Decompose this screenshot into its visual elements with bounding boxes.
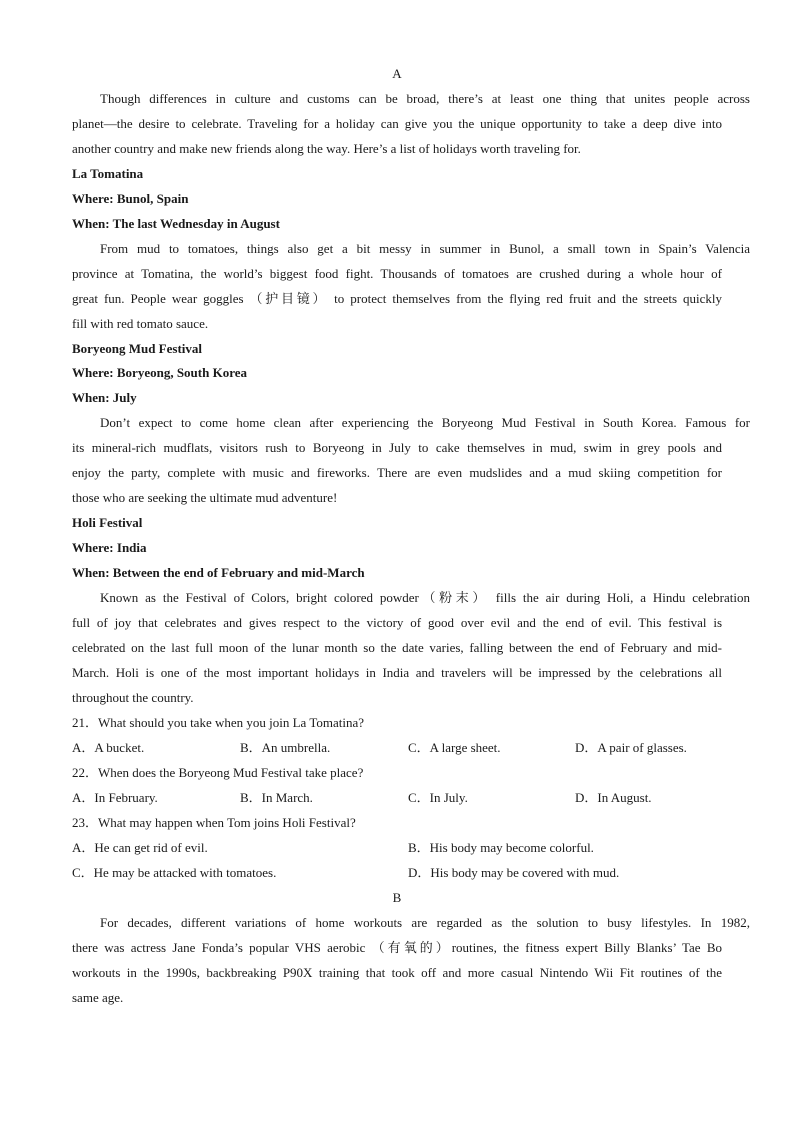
tomatina-body-4: fill with red tomato sauce. (72, 316, 209, 331)
boryeong-where: Where: Boryeong, South Korea (72, 365, 248, 380)
holi-title: Holi Festival (72, 515, 143, 530)
section-b-letter: B (392, 890, 402, 905)
question-22-option-a[interactable]: A．In February. (72, 790, 158, 805)
question-21-option-c[interactable]: C．A large sheet. (408, 740, 501, 755)
section-b-body-4: same age. (72, 990, 124, 1005)
question-22-option-d[interactable]: D．In August. (575, 790, 652, 805)
intro-line-1: Though differences in culture and customs can be broad, there’s at least one thing that unites people across (100, 91, 750, 106)
holi-body-5: throughout the country. (72, 690, 194, 705)
tomatina-when: When: The last Wednesday in August (72, 216, 280, 231)
holi-where: Where: India (72, 540, 147, 555)
question-23-option-a[interactable]: A．He can get rid of evil. (72, 840, 208, 855)
question-21-option-a[interactable]: A．A bucket. (72, 740, 145, 755)
question-21-option-b[interactable]: B．An umbrella. (240, 740, 331, 755)
intro-line-2: planet—the desire to celebrate. Traveling for a holiday can give you the unique opportunity to take a deep dive into (72, 116, 722, 131)
question-23-option-b[interactable]: B．His body may become colorful. (408, 840, 594, 855)
tomatina-where: Where: Bunol, Spain (72, 191, 189, 206)
question-22-option-b[interactable]: B．In March. (240, 790, 313, 805)
tomatina-body-2: province at Tomatina, the world’s biggest food fight. Thousands of tomatoes are crushed during a whole hour of (72, 266, 722, 281)
question-23-option-c[interactable]: C．He may be attacked with tomatoes. (72, 865, 277, 880)
holi-body-4: March. Holi is one of the most important holidays in India and travelers will be impressed by the celebrations all (72, 665, 722, 680)
holi-body-1: Known as the Festival of Colors, bright colored powder（粉末） fills the air during Holi, a Hindu celebration (100, 590, 750, 605)
question-22-option-c[interactable]: C．In July. (408, 790, 468, 805)
boryeong-body-3: enjoy the party, complete with music and fireworks. There are even mudslides and a mud skiing competition for (72, 465, 722, 480)
question-21-option-d[interactable]: D．A pair of glasses. (575, 740, 687, 755)
section-b-body-1: For decades, different variations of home workouts are regarded as the solution to busy lifestyles. In 1982, (100, 915, 750, 930)
holi-body-3: celebrated on the last full moon of the lunar month so the date varies, falling between the end of February and mid- (72, 640, 722, 655)
question-22-stem: 22．When does the Boryeong Mud Festival take place? (72, 765, 364, 780)
tomatina-body-1: From mud to tomatoes, things also get a bit messy in summer in Bunol, a small town in Spain’s Valencia (100, 241, 750, 256)
intro-line-3: another country and make new friends along the way. Here’s a list of holidays worth traveling for. (72, 141, 581, 156)
holi-body-2: full of joy that celebrates and gives respect to the victory of good over evil and the end of evil. This festival is (72, 615, 722, 630)
section-b-body-2: there was actress Jane Fonda’s popular VHS aerobic （有氧的）routines, the fitness expert Billy Blanks’ Tae Bo (72, 940, 722, 955)
holi-when: When: Between the end of February and mid-March (72, 565, 365, 580)
boryeong-body-4: those who are seeking the ultimate mud adventure! (72, 490, 338, 505)
section-b-body-3: workouts in the 1990s, backbreaking P90X training that took off and more casual Nintendo Wii Fit routines of the (72, 965, 722, 980)
tomatina-body-3: great fun. People wear goggles （护目镜） to protect themselves from the flying red fruit and the streets quickly (72, 291, 722, 306)
tomatina-title: La Tomatina (72, 166, 144, 181)
question-23-option-d[interactable]: D．His body may be covered with mud. (408, 865, 620, 880)
section-a-letter: A (392, 66, 402, 81)
boryeong-body-2: its mineral-rich mudflats, visitors rush to Boryeong in July to cake themselves in mud, swim in grey pools and (72, 440, 722, 455)
question-21-stem: 21．What should you take when you join La Tomatina? (72, 715, 365, 730)
question-23-stem: 23．What may happen when Tom joins Holi Festival? (72, 815, 356, 830)
boryeong-body-1: Don’t expect to come home clean after experiencing the Boryeong Mud Festival in South Korea. Famous for (100, 415, 750, 430)
boryeong-when: When: July (72, 390, 137, 405)
boryeong-title: Boryeong Mud Festival (72, 341, 202, 356)
